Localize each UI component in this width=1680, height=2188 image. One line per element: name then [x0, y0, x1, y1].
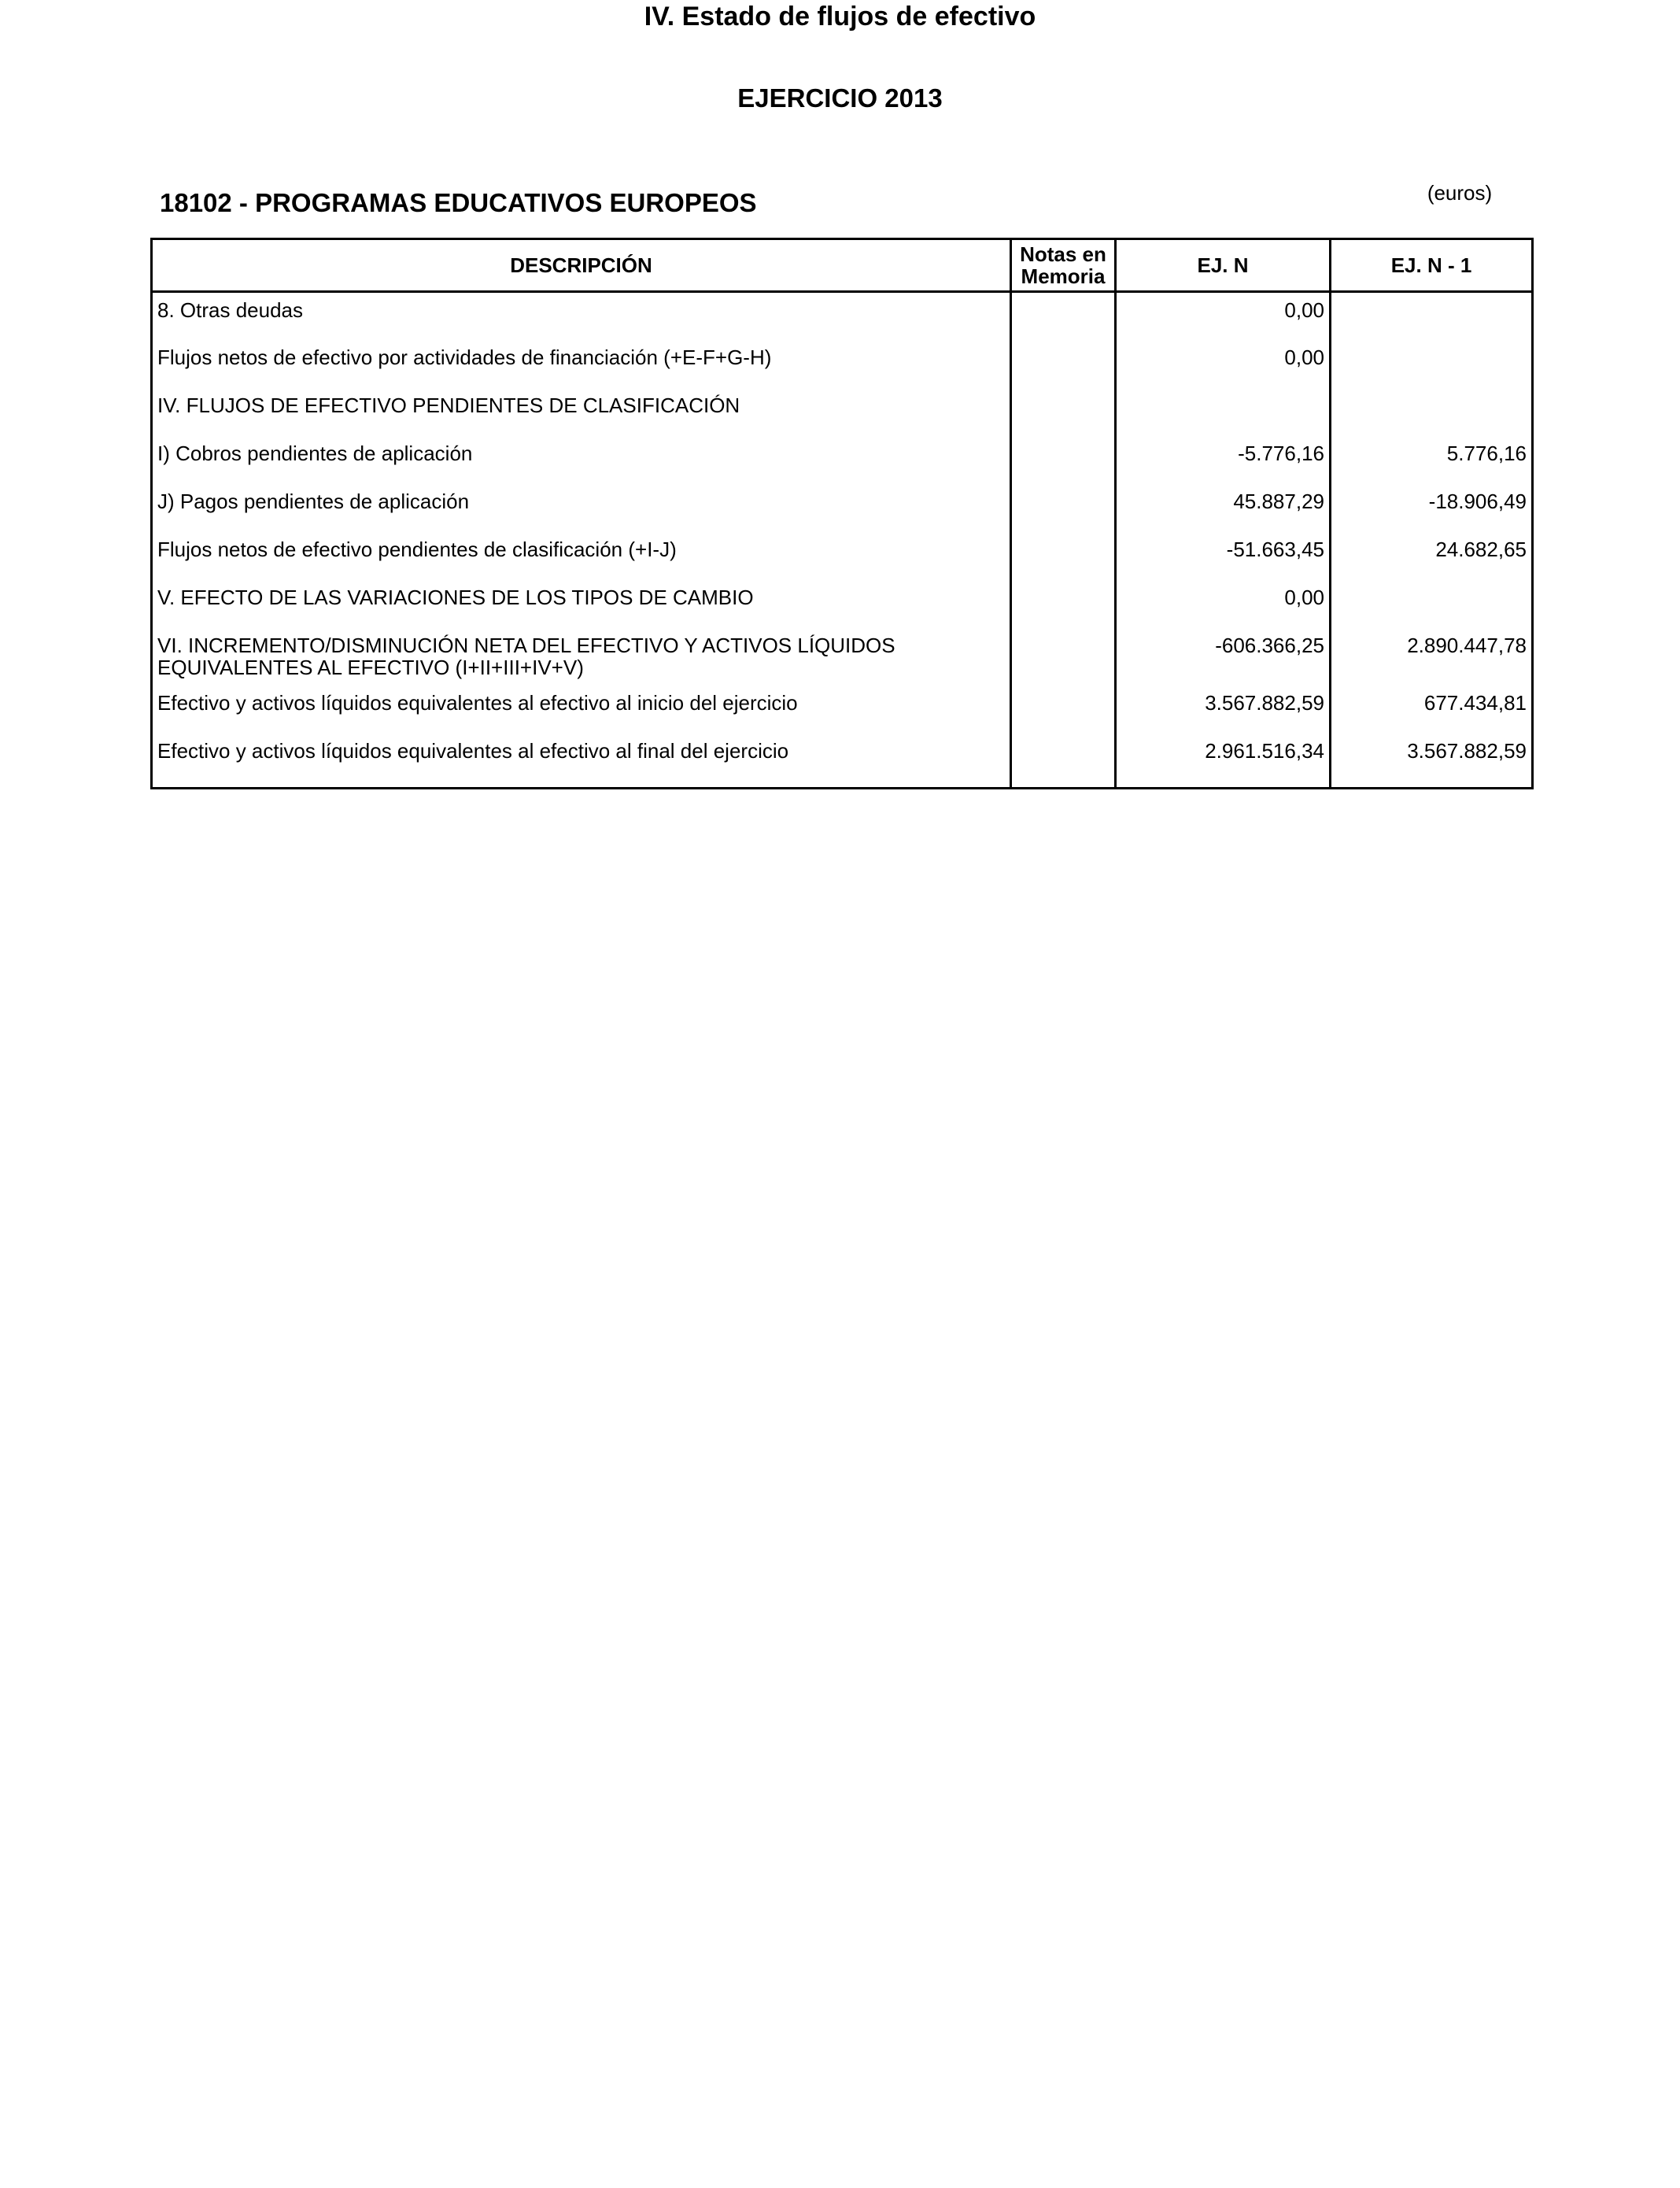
row-description: J) Pagos pendientes de aplicación: [152, 484, 1011, 532]
entity-title: 18102 - PROGRAMAS EDUCATIVOS EUROPEOS: [160, 188, 757, 217]
table-row: [152, 686, 1533, 734]
row-current-value: 2.961.516,34: [1116, 734, 1331, 789]
row-description: IV. FLUJOS DE EFECTIVO PENDIENTES DE CLASIFICACIÓN: [152, 388, 1011, 436]
column-header-current-year: EJ. N: [1116, 239, 1331, 292]
row-description: Flujos netos de efectivo pendientes de clasificación (+I-J): [152, 532, 1011, 580]
row-description: Efectivo y activos líquidos equivalentes al efectivo al inicio del ejercicio: [152, 686, 1011, 734]
row-description: V. EFECTO DE LAS VARIACIONES DE LOS TIPOS DE CAMBIO: [152, 580, 1011, 628]
row-previous-value: [1331, 388, 1533, 436]
row-notes: [1011, 484, 1116, 532]
table-row: [152, 532, 1533, 580]
row-description: VI. INCREMENTO/DISMINUCIÓN NETA DEL EFECTIVO Y ACTIVOS LÍQUIDOS EQUIVALENTES AL EFECTIVO (I+II+III+IV+V): [152, 628, 1011, 686]
row-previous-value: 5.776,16: [1331, 436, 1533, 484]
row-notes: [1011, 388, 1116, 436]
row-notes: [1011, 628, 1116, 686]
page-title: IV. Estado de flujos de efectivo: [644, 2, 1036, 31]
row-description: I) Cobros pendientes de aplicación: [152, 436, 1011, 484]
row-previous-value: 2.890.447,78: [1331, 628, 1533, 686]
table-row: [152, 580, 1533, 628]
row-notes: [1011, 292, 1116, 340]
row-previous-value: [1331, 340, 1533, 388]
row-current-value: [1116, 388, 1331, 436]
row-notes: [1011, 532, 1116, 580]
row-current-value: 0,00: [1116, 340, 1331, 388]
row-notes: [1011, 436, 1116, 484]
table-header-row: [152, 239, 1533, 292]
row-notes: [1011, 340, 1116, 388]
row-current-value: 0,00: [1116, 580, 1331, 628]
table-row: [152, 734, 1533, 789]
row-notes: [1011, 734, 1116, 789]
row-current-value: 0,00: [1116, 292, 1331, 340]
column-header-description: DESCRIPCIÓN: [152, 239, 1011, 292]
table-row: [152, 628, 1533, 686]
column-header-notes: Notas en Memoria: [1011, 239, 1116, 292]
row-current-value: -606.366,25: [1116, 628, 1331, 686]
cash-flow-table: [150, 238, 1534, 789]
exercise-title: EJERCICIO 2013: [737, 83, 943, 113]
row-current-value: -5.776,16: [1116, 436, 1331, 484]
row-description: 8. Otras deudas: [152, 292, 1011, 340]
table-row: [152, 436, 1533, 484]
table-row: [152, 388, 1533, 436]
row-notes: [1011, 686, 1116, 734]
row-previous-value: 24.682,65: [1331, 532, 1533, 580]
currency-note: (euros): [1427, 181, 1493, 205]
table-row: [152, 484, 1533, 532]
row-current-value: 45.887,29: [1116, 484, 1331, 532]
row-current-value: -51.663,45: [1116, 532, 1331, 580]
row-previous-value: -18.906,49: [1331, 484, 1533, 532]
table-row: [152, 340, 1533, 388]
row-description: Efectivo y activos líquidos equivalentes al efectivo al final del ejercicio: [152, 734, 1011, 789]
row-current-value: 3.567.882,59: [1116, 686, 1331, 734]
row-notes: [1011, 580, 1116, 628]
row-previous-value: 3.567.882,59: [1331, 734, 1533, 789]
row-previous-value: [1331, 292, 1533, 340]
row-previous-value: 677.434,81: [1331, 686, 1533, 734]
table-row: [152, 292, 1533, 340]
row-previous-value: [1331, 580, 1533, 628]
column-header-previous-year: EJ. N - 1: [1331, 239, 1533, 292]
row-description: Flujos netos de efectivo por actividades de financiación (+E-F+G-H): [152, 340, 1011, 388]
